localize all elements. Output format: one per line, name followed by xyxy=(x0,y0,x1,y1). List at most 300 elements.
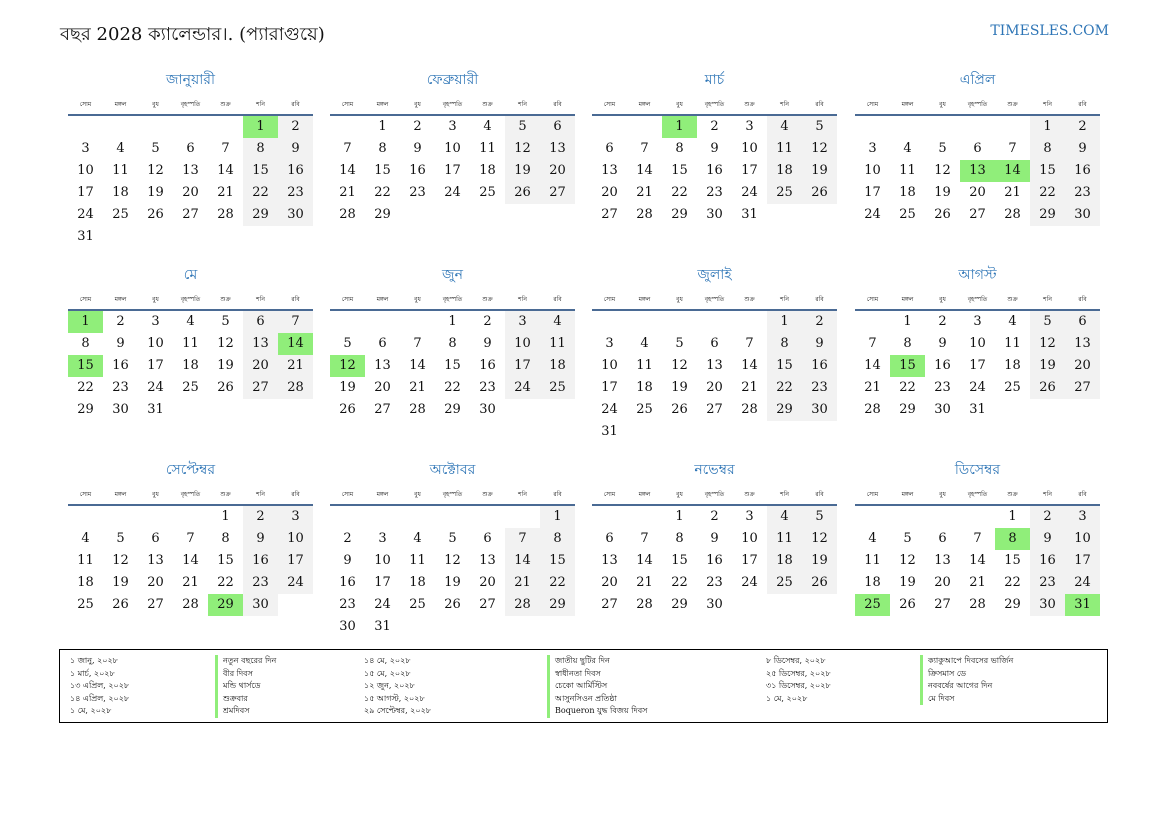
weekday-label: রবি xyxy=(1078,101,1087,108)
day-cell: 10 xyxy=(1065,528,1100,550)
day-cell: 27 xyxy=(182,207,199,222)
day-cell: 12 xyxy=(1030,333,1065,355)
day-cell: 17 xyxy=(864,185,881,200)
day-cell: 16 xyxy=(1065,160,1100,182)
month-title: মার্চ xyxy=(704,72,725,88)
weekday-header xyxy=(330,96,575,113)
site-link[interactable]: TIMESLES.COM xyxy=(990,23,1109,39)
day-cell: 24 xyxy=(444,185,461,200)
day-cell: 28 xyxy=(1004,207,1021,222)
legend-dates-2 xyxy=(364,655,431,718)
day-cell: 14 xyxy=(636,553,653,568)
day-cell: 30 xyxy=(339,619,356,634)
day-cell: 5 xyxy=(221,314,230,329)
weekday-label: বৃহস্পতি xyxy=(967,296,988,303)
day-cell: 4 xyxy=(186,314,195,329)
legend-dates-3 xyxy=(766,655,831,705)
day-cell: 14 xyxy=(741,358,758,373)
day-cell: 22 xyxy=(540,572,575,594)
day-cell: 12 xyxy=(802,528,837,550)
day-cell: 16 xyxy=(706,163,723,178)
empty-cell xyxy=(330,311,365,333)
day-cell: 23 xyxy=(802,377,837,399)
day-cell: 22 xyxy=(767,377,802,399)
empty-cell xyxy=(470,506,505,528)
day-cell: 8 xyxy=(995,528,1030,550)
day-cell: 7 xyxy=(186,531,195,546)
weekday-label: শনি xyxy=(1043,296,1052,303)
day-cell: 18 xyxy=(899,185,916,200)
day-cell: 3 xyxy=(151,314,160,329)
empty-cell xyxy=(697,311,732,333)
empty-cell xyxy=(925,506,960,528)
day-cell: 23 xyxy=(706,575,723,590)
empty-cell xyxy=(208,116,243,138)
day-cell: 14 xyxy=(409,358,426,373)
weekday-label: রবি xyxy=(1078,296,1087,303)
day-cell: 4 xyxy=(116,141,125,156)
weekday-label: বুধ xyxy=(152,296,159,303)
day-cell: 4 xyxy=(868,531,877,546)
day-cell: 5 xyxy=(343,336,352,351)
day-cell: 6 xyxy=(483,531,492,546)
weekday-label: বুধ xyxy=(676,491,683,498)
day-cell: 8 xyxy=(1030,138,1065,160)
day-cell: 12 xyxy=(671,358,688,373)
day-cell: 22 xyxy=(899,380,916,395)
day-cell: 9 xyxy=(710,141,719,156)
day-grid xyxy=(855,116,1100,226)
day-grid xyxy=(855,506,1100,616)
month-block xyxy=(592,460,837,616)
legend-names-3 xyxy=(920,655,1013,705)
day-cell: 10 xyxy=(969,336,986,351)
day-cell: 9 xyxy=(278,138,313,160)
empty-cell xyxy=(365,311,400,333)
day-cell: 12 xyxy=(112,553,129,568)
day-cell: 20 xyxy=(182,185,199,200)
weekday-label: সোম xyxy=(866,491,879,498)
day-cell: 5 xyxy=(938,141,947,156)
day-cell: 4 xyxy=(413,531,422,546)
day-cell: 17 xyxy=(77,185,94,200)
day-cell: 3 xyxy=(605,336,614,351)
day-cell: 12 xyxy=(505,138,540,160)
holiday-name: আসুনসিওন প্রতিষ্ঠা xyxy=(547,693,647,706)
day-cell: 25 xyxy=(899,207,916,222)
day-cell: 2 xyxy=(1030,506,1065,528)
day-cell: 4 xyxy=(1008,314,1017,329)
weekday-label: বৃহস্পতি xyxy=(442,101,463,108)
month-title: জুন xyxy=(442,267,463,283)
day-cell: 18 xyxy=(409,575,426,590)
day-cell: 6 xyxy=(605,141,614,156)
day-cell: 2 xyxy=(278,116,313,138)
day-cell: 25 xyxy=(767,572,802,594)
weekday-label: বৃহস্পতি xyxy=(704,101,725,108)
empty-cell xyxy=(890,506,925,528)
day-cell: 4 xyxy=(903,141,912,156)
day-cell: 3 xyxy=(1065,506,1100,528)
day-cell: 19 xyxy=(339,380,356,395)
day-cell: 27 xyxy=(374,402,391,417)
day-cell: 28 xyxy=(505,594,540,616)
empty-cell xyxy=(592,311,627,333)
day-cell: 3 xyxy=(278,506,313,528)
day-cell: 11 xyxy=(540,333,575,355)
day-cell: 22 xyxy=(671,575,688,590)
day-cell: 6 xyxy=(710,336,719,351)
legend-dates-1 xyxy=(70,655,129,718)
day-cell: 17 xyxy=(505,355,540,377)
day-cell: 24 xyxy=(1065,572,1100,594)
holiday-name: নতুন বছরের দিন xyxy=(215,655,276,668)
day-cell: 1 xyxy=(448,314,457,329)
day-cell: 10 xyxy=(741,141,758,156)
day-cell: 18 xyxy=(479,163,496,178)
weekday-label: বৃহস্পতি xyxy=(704,296,725,303)
day-cell: 13 xyxy=(601,553,618,568)
weekday-label: বুধ xyxy=(676,101,683,108)
day-cell: 12 xyxy=(802,138,837,160)
day-cell: 28 xyxy=(217,207,234,222)
month-block xyxy=(68,460,313,616)
day-cell: 23 xyxy=(479,380,496,395)
day-cell: 6 xyxy=(186,141,195,156)
weekday-header xyxy=(592,96,837,113)
day-cell: 20 xyxy=(374,380,391,395)
weekday-label: শুক্র xyxy=(1007,296,1018,303)
day-cell: 3 xyxy=(81,141,90,156)
weekday-label: সোম xyxy=(603,101,616,108)
day-cell: 7 xyxy=(745,336,754,351)
month-block xyxy=(592,70,837,226)
day-cell: 29 xyxy=(374,207,391,222)
day-cell: 17 xyxy=(969,358,986,373)
empty-cell xyxy=(103,506,138,528)
day-cell: 22 xyxy=(217,575,234,590)
day-cell: 15 xyxy=(68,355,103,377)
day-cell: 20 xyxy=(540,160,575,182)
weekday-label: শুক্র xyxy=(1007,101,1018,108)
empty-cell xyxy=(173,116,208,138)
day-cell: 19 xyxy=(802,160,837,182)
day-cell: 1 xyxy=(662,116,697,138)
weekday-label: শুক্র xyxy=(482,491,493,498)
day-cell: 9 xyxy=(483,336,492,351)
day-cell: 13 xyxy=(960,160,995,182)
weekday-label: রবি xyxy=(553,491,562,498)
weekday-label: বৃহস্পতি xyxy=(967,101,988,108)
holiday-date: ১৪ এপ্রিল, ২০২৮ xyxy=(70,693,130,703)
day-cell: 11 xyxy=(112,163,129,178)
empty-cell xyxy=(435,506,470,528)
empty-cell xyxy=(68,116,103,138)
day-cell: 4 xyxy=(767,116,802,138)
day-cell: 7 xyxy=(640,531,649,546)
day-cell: 15 xyxy=(1030,160,1065,182)
month-title: এপ্রিল xyxy=(959,72,996,88)
day-cell: 15 xyxy=(671,163,688,178)
day-cell: 5 xyxy=(505,116,540,138)
day-cell: 7 xyxy=(413,336,422,351)
empty-cell xyxy=(995,116,1030,138)
month-title: সেপ্টেম্বর xyxy=(165,462,216,478)
day-cell: 30 xyxy=(1065,204,1100,226)
weekday-label: শুক্র xyxy=(220,296,231,303)
day-cell: 21 xyxy=(505,572,540,594)
weekday-label: শনি xyxy=(780,296,789,303)
empty-cell xyxy=(855,506,890,528)
weekday-label: বৃহস্পতি xyxy=(704,491,725,498)
day-cell: 16 xyxy=(278,160,313,182)
holiday-date: ১ মে, ২০২৮ xyxy=(766,693,808,703)
day-cell: 20 xyxy=(601,575,618,590)
day-cell: 26 xyxy=(339,402,356,417)
day-cell: 4 xyxy=(483,119,492,134)
day-cell: 26 xyxy=(112,597,129,612)
weekday-label: সোম xyxy=(79,491,92,498)
day-cell: 21 xyxy=(278,355,313,377)
day-cell: 31 xyxy=(77,229,94,244)
day-cell: 7 xyxy=(278,311,313,333)
day-cell: 2 xyxy=(413,119,422,134)
day-cell: 8 xyxy=(243,138,278,160)
day-cell: 11 xyxy=(864,553,881,568)
weekday-label: মঙ্গল xyxy=(114,101,127,108)
weekday-label: সোম xyxy=(79,296,92,303)
day-cell: 8 xyxy=(81,336,90,351)
day-cell: 14 xyxy=(969,553,986,568)
holiday-date: ১ মে, ২০২৮ xyxy=(70,706,112,716)
weekday-header xyxy=(330,291,575,308)
day-cell: 6 xyxy=(605,531,614,546)
day-cell: 16 xyxy=(243,550,278,572)
day-cell: 14 xyxy=(505,550,540,572)
day-cell: 30 xyxy=(243,594,278,616)
day-cell: 24 xyxy=(969,380,986,395)
month-title: অক্টোবর xyxy=(429,462,476,478)
day-cell: 12 xyxy=(899,553,916,568)
page-title: বছর 2028 ক্যালেন্ডার।. (প্যারাগুয়ে) xyxy=(60,24,325,45)
day-cell: 15 xyxy=(374,163,391,178)
day-cell: 28 xyxy=(864,402,881,417)
day-cell: 26 xyxy=(505,182,540,204)
day-cell: 28 xyxy=(741,402,758,417)
weekday-label: মঙ্গল xyxy=(376,101,389,108)
day-cell: 1 xyxy=(221,509,230,524)
day-cell: 21 xyxy=(217,185,234,200)
day-cell: 1 xyxy=(675,509,684,524)
day-cell: 30 xyxy=(278,204,313,226)
day-cell: 4 xyxy=(767,506,802,528)
day-cell: 29 xyxy=(540,594,575,616)
weekday-label: শুক্র xyxy=(744,491,755,498)
day-cell: 25 xyxy=(479,185,496,200)
day-cell: 8 xyxy=(221,531,230,546)
day-cell: 19 xyxy=(671,380,688,395)
day-cell: 7 xyxy=(221,141,230,156)
day-cell: 15 xyxy=(1004,553,1021,568)
weekday-label: শনি xyxy=(1043,101,1052,108)
day-cell: 14 xyxy=(995,160,1030,182)
day-cell: 25 xyxy=(1004,380,1021,395)
day-cell: 2 xyxy=(243,506,278,528)
day-cell: 11 xyxy=(182,336,199,351)
empty-cell xyxy=(855,311,890,333)
weekday-label: বুধ xyxy=(152,491,159,498)
day-cell: 3 xyxy=(745,119,754,134)
day-cell: 16 xyxy=(479,358,496,373)
weekday-label: শনি xyxy=(256,491,265,498)
weekday-label: মঙ্গল xyxy=(901,296,914,303)
day-cell: 5 xyxy=(151,141,160,156)
day-cell: 10 xyxy=(444,141,461,156)
weekday-label: সোম xyxy=(341,101,354,108)
weekday-label: শুক্র xyxy=(220,101,231,108)
weekday-label: রবি xyxy=(815,491,824,498)
weekday-label: বুধ xyxy=(152,101,159,108)
day-cell: 9 xyxy=(343,553,352,568)
day-cell: 29 xyxy=(77,402,94,417)
weekday-label: শনি xyxy=(780,491,789,498)
day-cell: 26 xyxy=(147,207,164,222)
day-cell: 23 xyxy=(409,185,426,200)
day-cell: 11 xyxy=(1004,336,1021,351)
holiday-date: ১৪ মে, ২০২৮ xyxy=(364,656,411,665)
month-title: আগস্ট xyxy=(958,267,997,283)
day-cell: 12 xyxy=(217,336,234,351)
month-block xyxy=(855,460,1100,616)
day-cell: 2 xyxy=(710,119,719,134)
day-cell: 18 xyxy=(540,355,575,377)
weekday-label: বৃহস্পতি xyxy=(180,101,201,108)
day-cell: 24 xyxy=(77,207,94,222)
weekday-label: বুধ xyxy=(414,491,421,498)
day-cell: 27 xyxy=(601,207,618,222)
day-cell: 29 xyxy=(444,402,461,417)
empty-cell xyxy=(400,506,435,528)
day-cell: 12 xyxy=(444,553,461,568)
holiday-name: জাতীয় ছুটির দিন xyxy=(547,655,647,668)
weekday-header xyxy=(592,486,837,503)
day-cell: 6 xyxy=(1065,311,1100,333)
day-cell: 31 xyxy=(147,402,164,417)
weekday-label: রবি xyxy=(815,101,824,108)
day-cell: 7 xyxy=(868,336,877,351)
month-title: ডিসেম্বর xyxy=(954,462,1001,478)
day-cell: 11 xyxy=(767,138,802,160)
day-cell: 24 xyxy=(864,207,881,222)
weekday-label: রবি xyxy=(815,296,824,303)
holiday-name: চেকো আর্মিস্টিস xyxy=(547,680,647,693)
day-cell: 13 xyxy=(147,553,164,568)
day-cell: 11 xyxy=(479,141,496,156)
day-cell: 27 xyxy=(706,402,723,417)
month-title: ফেব্রুয়ারী xyxy=(426,72,479,88)
day-cell: 28 xyxy=(182,597,199,612)
empty-cell xyxy=(592,506,627,528)
day-cell: 24 xyxy=(374,597,391,612)
day-cell: 26 xyxy=(934,207,951,222)
day-cell: 16 xyxy=(409,163,426,178)
header xyxy=(60,20,1109,44)
day-cell: 24 xyxy=(741,185,758,200)
holiday-date: ২৯ সেপ্টেম্বর, ২০২৮ xyxy=(364,706,431,716)
day-cell: 8 xyxy=(540,528,575,550)
day-cell: 27 xyxy=(934,597,951,612)
day-cell: 17 xyxy=(278,550,313,572)
day-cell: 6 xyxy=(938,531,947,546)
weekday-label: মঙ্গল xyxy=(114,296,127,303)
day-cell: 19 xyxy=(217,358,234,373)
weekday-label: মঙ্গল xyxy=(376,491,389,498)
day-cell: 26 xyxy=(802,572,837,594)
weekday-label: মঙ্গল xyxy=(901,491,914,498)
weekday-label: সোম xyxy=(866,101,879,108)
day-cell: 29 xyxy=(767,399,802,421)
day-cell: 21 xyxy=(409,380,426,395)
weekday-label: শুক্র xyxy=(744,101,755,108)
day-cell: 24 xyxy=(278,572,313,594)
weekday-label: রবি xyxy=(291,296,300,303)
day-grid xyxy=(592,506,837,616)
day-cell: 6 xyxy=(973,141,982,156)
day-cell: 5 xyxy=(802,506,837,528)
day-cell: 25 xyxy=(182,380,199,395)
day-cell: 25 xyxy=(77,597,94,612)
day-cell: 10 xyxy=(741,531,758,546)
day-cell: 9 xyxy=(1030,528,1065,550)
day-cell: 17 xyxy=(741,553,758,568)
day-cell: 5 xyxy=(1030,311,1065,333)
day-cell: 18 xyxy=(77,575,94,590)
weekday-label: বুধ xyxy=(414,296,421,303)
empty-cell xyxy=(627,116,662,138)
day-cell: 16 xyxy=(802,355,837,377)
day-cell: 25 xyxy=(767,182,802,204)
day-cell: 3 xyxy=(505,311,540,333)
empty-cell xyxy=(365,506,400,528)
weekday-header xyxy=(855,486,1100,503)
day-cell: 1 xyxy=(903,314,912,329)
day-cell: 27 xyxy=(147,597,164,612)
day-cell: 8 xyxy=(675,531,684,546)
day-cell: 13 xyxy=(182,163,199,178)
weekday-label: বৃহস্পতি xyxy=(442,491,463,498)
weekday-label: বুধ xyxy=(939,101,946,108)
day-cell: 13 xyxy=(706,358,723,373)
day-cell: 23 xyxy=(243,572,278,594)
weekday-label: মঙ্গল xyxy=(114,491,127,498)
day-cell: 28 xyxy=(339,207,356,222)
empty-cell xyxy=(330,506,365,528)
day-grid xyxy=(68,311,313,421)
day-cell: 21 xyxy=(864,380,881,395)
day-cell: 27 xyxy=(969,207,986,222)
day-cell: 16 xyxy=(339,575,356,590)
day-cell: 29 xyxy=(243,204,278,226)
day-cell: 9 xyxy=(710,531,719,546)
weekday-label: শনি xyxy=(518,296,527,303)
day-cell: 29 xyxy=(671,597,688,612)
weekday-label: বুধ xyxy=(414,101,421,108)
holiday-name: নববর্ষের আগের দিন xyxy=(920,680,1013,693)
day-cell: 9 xyxy=(116,336,125,351)
empty-cell xyxy=(855,116,890,138)
holiday-date: ১২ জুন, ২০২৮ xyxy=(364,681,415,691)
holiday-date: ৩১ ডিসেম্বর, ২০২৮ xyxy=(766,681,831,691)
